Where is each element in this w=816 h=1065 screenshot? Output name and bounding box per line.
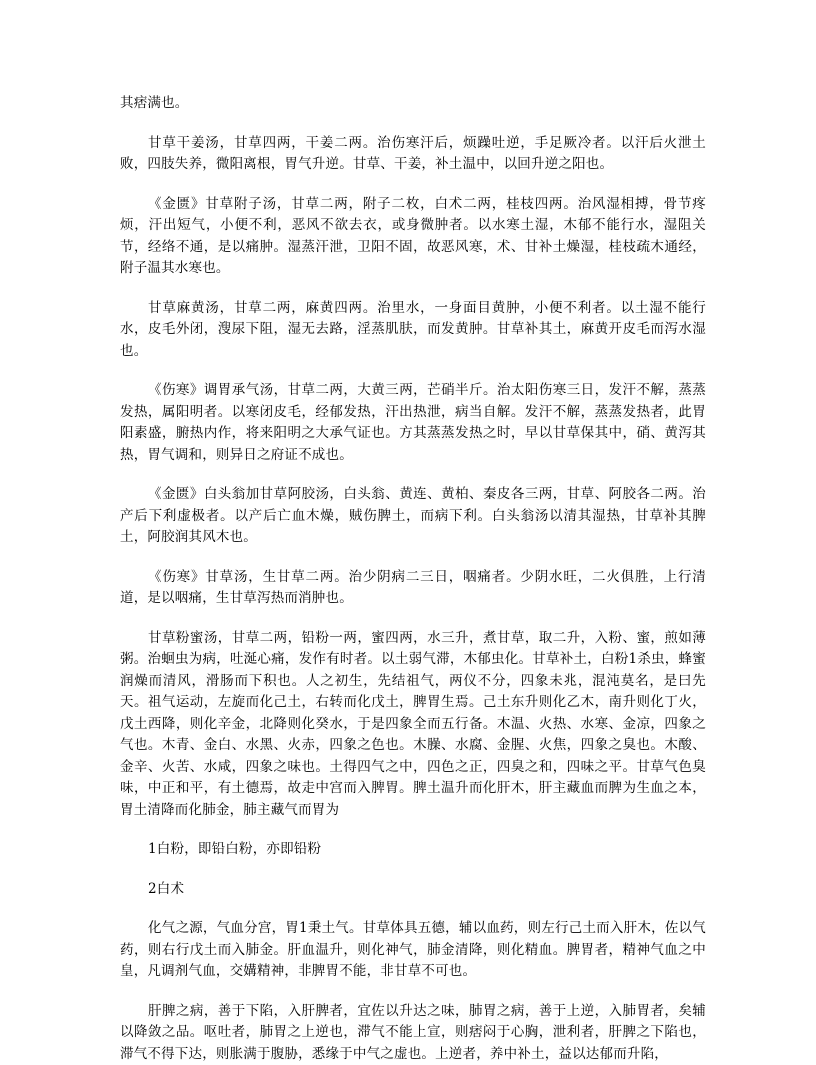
paragraph-baitouweng: 《金匮》白头翁加甘草阿胶汤，白头翁、黄连、黄柏、秦皮各三两，甘草、阿胶各二两。治产后下利虚极者。以产后亡血木燥，贼伤脾土，而病下利。白头翁汤以清其湿热，甘草补其脾土，阿胶润其风木也。 xyxy=(120,484,706,549)
footnote-2: 2白术 xyxy=(120,879,706,901)
paragraph-gancao-ganjiang: 甘草干姜汤，甘草四两，干姜二两。治伤寒汗后，烦躁吐逆，手足厥冷者。以汗后火泄土败，四肢失养，微阳离根，胃气升逆。甘草、干姜，补土温中，以回升逆之阳也。 xyxy=(120,133,706,176)
paragraph-ganpi: 肝脾之病，善于下陷，入肝脾者，宜佐以升达之味，肺胃之病，善于上逆，入肺胃者，矣辅以降敛之品。呕吐者，肺胃之上逆也，滞气不能上宣，则痞闷于心胸，泄利者，肝脾之下陷也，滞气不得下达，则胀满于腹胁，悉缘于中气之虚也。上逆者，养中补土，益以达郁而升陷， xyxy=(120,1001,706,1065)
paragraph-huaqi: 化气之源，气血分宫，胃1秉土气。甘草体具五德，辅以血药，则左行己土而入肝木，佐以气药，则右行戊土而入肺金。肝血温升，则化神气，肺金清降，则化精血。脾胃者，精神气血之中皇，凡调剂气血，交媾精神，非脾胃不能，非甘草不可也。 xyxy=(120,918,706,983)
paragraph-continuation: 其痞满也。 xyxy=(120,93,706,115)
paragraph-gancao-tang: 《伤寒》甘草汤，生甘草二两。治少阴病二三日，咽痛者。少阴水旺，二火俱胜，上行清道，是以咽痛，生甘草泻热而消肿也。 xyxy=(120,567,706,610)
paragraph-gancao-fenmi: 甘草粉蜜汤，甘草二两，铅粉一两，蜜四两，水三升，煮甘草，取二升，入粉、蜜，煎如薄粥。治蛔虫为病，吐涎心痛，发作有时者。以土弱气滞，木郁虫化。甘草补土，白粉1杀虫，蜂蜜润燥而清风，滑肠而下积也。人之初生，先结祖气，两仪不分，四象未兆，混沌莫名，是曰先天。祖气运动，左旋而化己土，右转而化戊土，脾胃生焉。己土东升则化乙木，南升则化丁火，戊土西降，则化辛金，北降则化癸水，于是四象全而五行备。木温、火热、水寒、金凉，四象之气也。木青、金白、水黑、火赤，四象之色也。木臊、水腐、金腥、火焦，四象之臭也。木酸、金辛、火苦、水咸，四象之味也。土得四气之中，四色之正，四臭之和，四味之平。甘草气色臭味，中正和平，有土德焉，故走中宫而入脾胃。脾土温升而化肝木，肝主藏血而脾为生血之本，胃土清降而化肺金，肺主藏气而胃为 xyxy=(120,628,706,822)
paragraph-tiaowei-chengqi: 《伤寒》调胃承气汤，甘草二两，大黄三两，芒硝半斤。治太阳伤寒三日，发汗不解，蒸蒸发热，属阳明者。以寒闭皮毛，经郁发热，汗出热泄，病当自解。发汗不解，蒸蒸发热者，此胃阳素盛，腑热内作，将来阳明之大承气证也。方其蒸蒸发热之时，早以甘草保其中，硝、黄泻其热，胃气调和，则异日之府证不成也。 xyxy=(120,380,706,466)
paragraph-gancao-fuzi: 《金匮》甘草附子汤，甘草二两，附子二枚，白术二两，桂枝四两。治风湿相搏，骨节疼烦，汗出短气，小便不利，恶风不欲去衣，或身微肿者。以水寒土湿，木郁不能行水，湿阻关节，经络不通，是以痛肿。湿蒸汗泄，卫阳不固，故恶风寒，术、甘补土燥湿，桂枝疏木通经，附子温其水寒也。 xyxy=(120,194,706,280)
footnote-1: 1白粉，即铅白粉，亦即铅粉 xyxy=(120,839,706,861)
document-page xyxy=(120,93,706,1065)
paragraph-gancao-mahuang: 甘草麻黄汤，甘草二两，麻黄四两。治里水，一身面目黄肿，小便不利者。以土湿不能行水，皮毛外闭，溲尿下阻，湿无去路，淫蒸肌肤，而发黄肿。甘草补其土，麻黄开皮毛而泻水湿也。 xyxy=(120,298,706,363)
